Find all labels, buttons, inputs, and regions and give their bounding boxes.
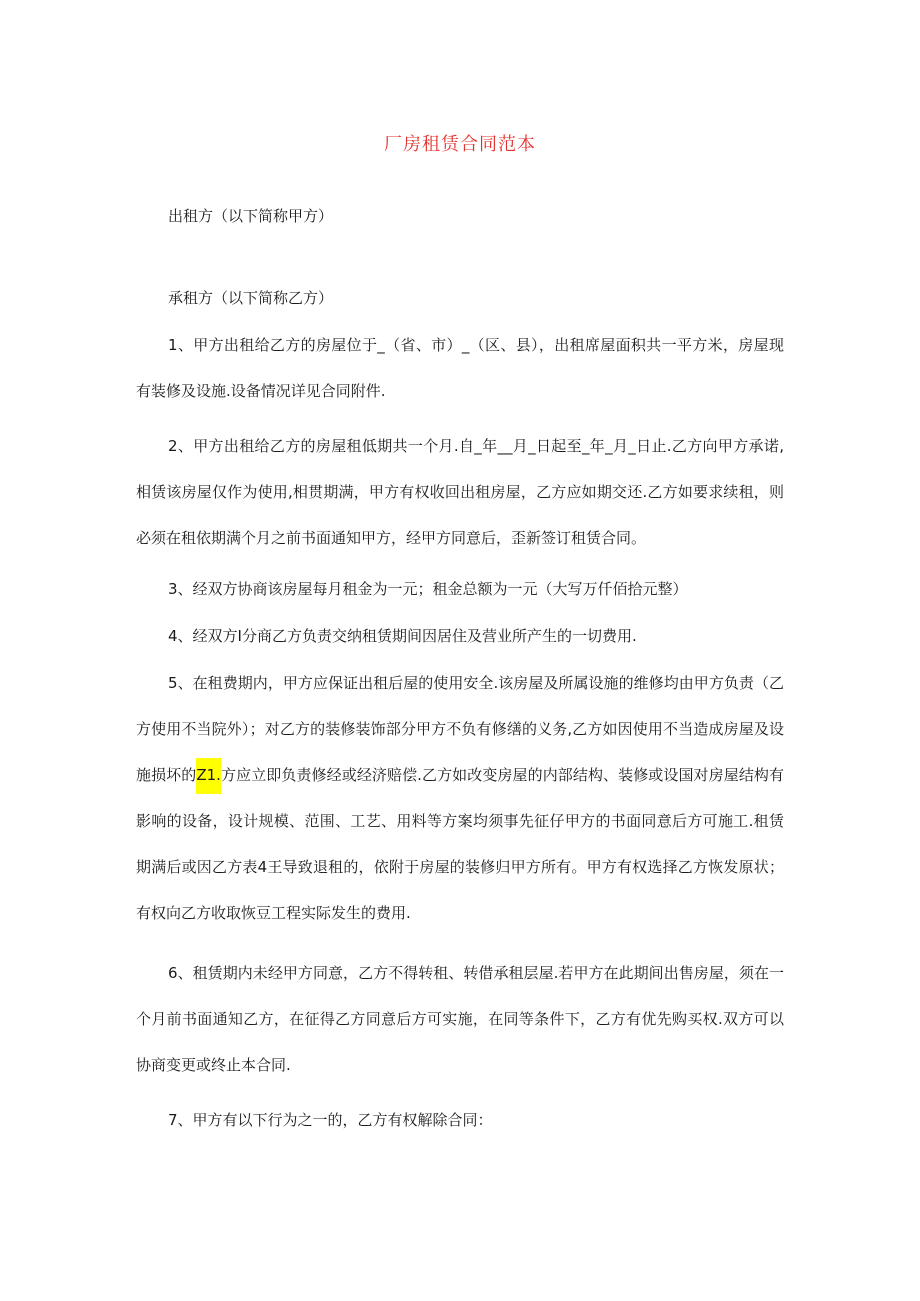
clause-4: 4、经双方I分商乙方负责交纳租赁期间因居住及营业所产生的一切费用. bbox=[168, 627, 637, 645]
clause-6: 6、租赁期内未经甲方同意，乙方不得转租、转借承租层屋.若甲方在此期间出售房屋，须在一个月前书面通知乙方，在征得乙方同意后方可实施，在同等条件下，乙方有优先购买权.双方可以协商变更或终止本合同. bbox=[136, 964, 784, 1074]
clause-1: 1、甲方出租给乙方的房屋位于_（省、市）_（区、县），出租席屋面积共一平方米，房屋现有装修及设施.设备情况详见合同附件. bbox=[136, 336, 784, 400]
clause-3: 3、经双方协商该房屋每月租金为一元；租金总额为一元（大写万仟佰拾元整） bbox=[168, 580, 688, 598]
clause-5 bbox=[136, 660, 784, 936]
lessor-line: 出租方（以下简称甲方） bbox=[168, 207, 334, 225]
lessee-line: 承租方（以下简称乙方） bbox=[168, 289, 334, 307]
page-title: 厂房租赁合同范本 bbox=[384, 134, 536, 155]
highlighted-text: Z1. bbox=[196, 758, 221, 794]
clause-7: 7、甲方有以下行为之一的，乙方有权解除合同： bbox=[168, 1111, 493, 1129]
clause-2: 2、甲方出租给乙方的房屋租低期共一个月.自_年__月_日起至_年_月_日止.乙方向甲方承诺,相赁该房屋仅作为使用,相贯期满，甲方有权收回出租房屋，乙方应如期交还.乙方如要求续租，则必须在租依期满个月之前书面通知甲方，经甲方同意后，歪新签订租赁合同。 bbox=[136, 437, 784, 547]
clause-5-text-a: 5、在租费期内，甲方应保证出租后屋的使用安全.该房屋及所属设施的维修均由甲方负责（乙方使用不当院外）；对乙方的装修装饰部分甲方不负有修缮的义务,乙方如因使用不当造成房屋及设施损坏的 bbox=[136, 674, 784, 784]
clause-5-text-b: 方应立即负责修经或经济赔偿.乙方如改变房屋的内部结构、装修或设国对房屋结构有影响的设备，设计规模、范围、工艺、用料等方案均须事先征仔甲方的书面同意后方可施工.租赁期满后或因乙方表4王导致退租的，依附于房屋的装修归甲方所有。甲方有权选择乙方恢发原状；有权向乙方收取恢豆工程实际发生的费用. bbox=[136, 766, 784, 922]
